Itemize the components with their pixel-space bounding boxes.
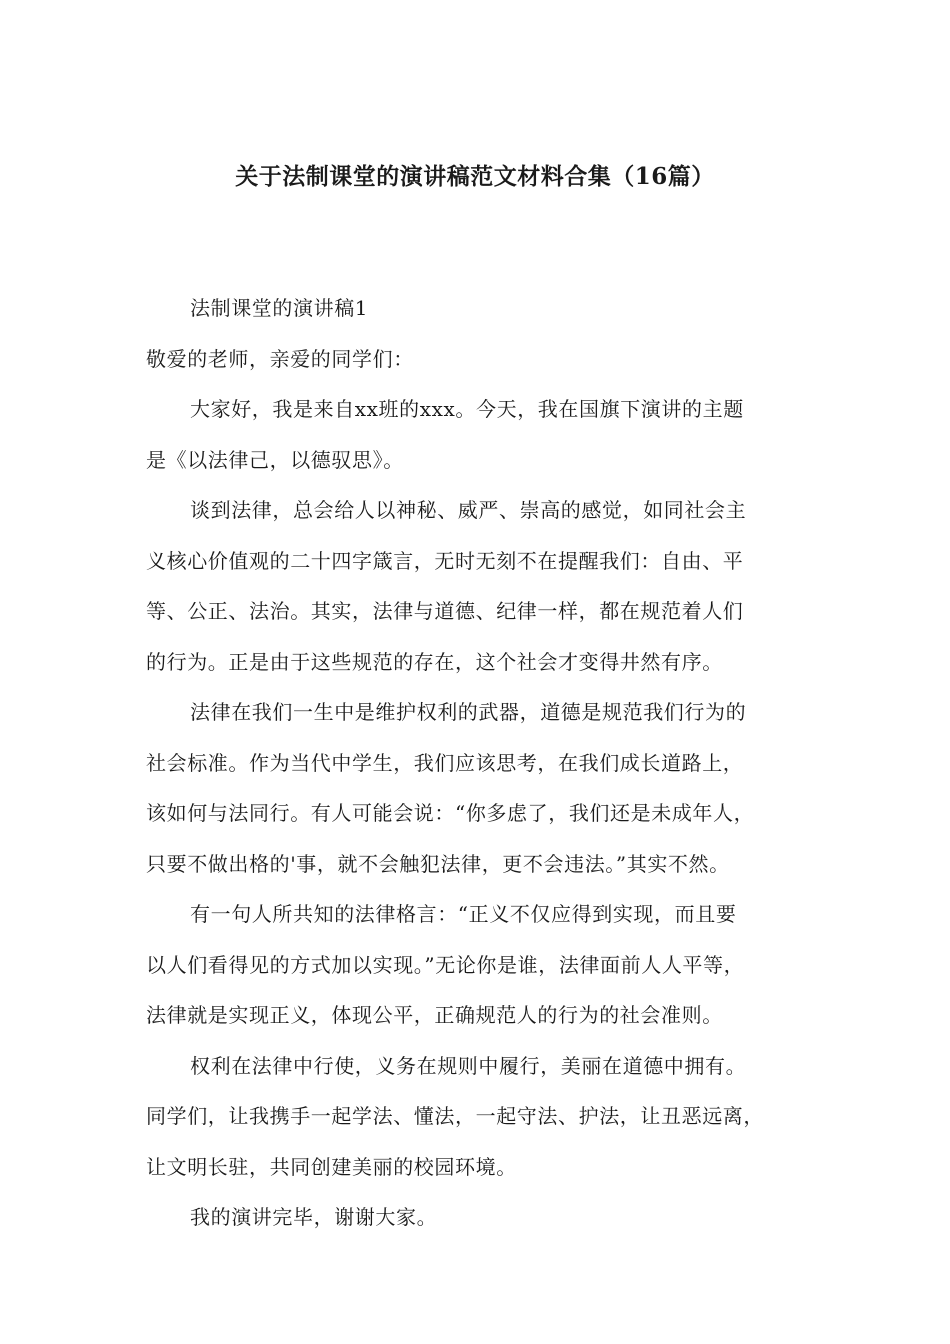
text-line-salutation: 敬爱的老师，亲爱的同学们：	[146, 346, 414, 371]
text-line: 等、公正、法治。其实，法律与道德、纪律一样，都在规范着人们	[146, 599, 744, 623]
text-line: 以人们看得见的方式加以实现。”无论你是谁，法律面前人人平等，	[146, 952, 745, 977]
text-line: 只要不做出格的'事，就不会触犯法律，更不会违法。”其实不然。	[146, 851, 730, 876]
document-body	[146, 283, 826, 1243]
text-line: 大家好，我是来自xx班的xxx。今天，我在国旗下演讲的主题	[190, 397, 744, 421]
text-line: 让文明长驻，共同创建美丽的校园环境。	[146, 1154, 517, 1179]
text-line: 义核心价值观的二十四字箴言，无时无刻不在提醒我们：自由、平	[146, 548, 744, 573]
text-line: 有一句人所共知的法律格言：“正义不仅应得到实现，而且要	[190, 902, 737, 926]
text-line: 社会标准。作为当代中学生，我们应该思考，在我们成长道路上，	[146, 750, 744, 775]
text-line: 权利在法律中行使，义务在规则中履行，美丽在道德中拥有。	[190, 1053, 747, 1078]
text-line-closing: 我的演讲完毕，谢谢大家。	[190, 1205, 438, 1229]
text-line: 的行为。正是由于这些规范的存在，这个社会才变得井然有序。	[146, 649, 723, 674]
text-line: 是《以法律己，以德驭思》。	[146, 447, 404, 472]
text-line: 法律就是实现正义，体现公平，正确规范人的行为的社会准则。	[146, 1003, 723, 1027]
text-line: 法律在我们一生中是维护权利的武器，道德是规范我们行为的	[190, 700, 747, 724]
text-line: 谈到法律，总会给人以神秘、威严、崇高的感觉，如同社会主	[190, 498, 747, 522]
text-line: 该如何与法同行。有人可能会说：“你多虑了，我们还是未成年人，	[146, 801, 755, 825]
section-heading: 法制课堂的演讲稿1	[190, 296, 369, 320]
document-title: 关于法制课堂的演讲稿范文材料合集（16篇）	[235, 163, 715, 190]
text-line: 同学们，让我携手一起学法、懂法，一起守法、护法，让丑恶远离，	[146, 1104, 764, 1128]
